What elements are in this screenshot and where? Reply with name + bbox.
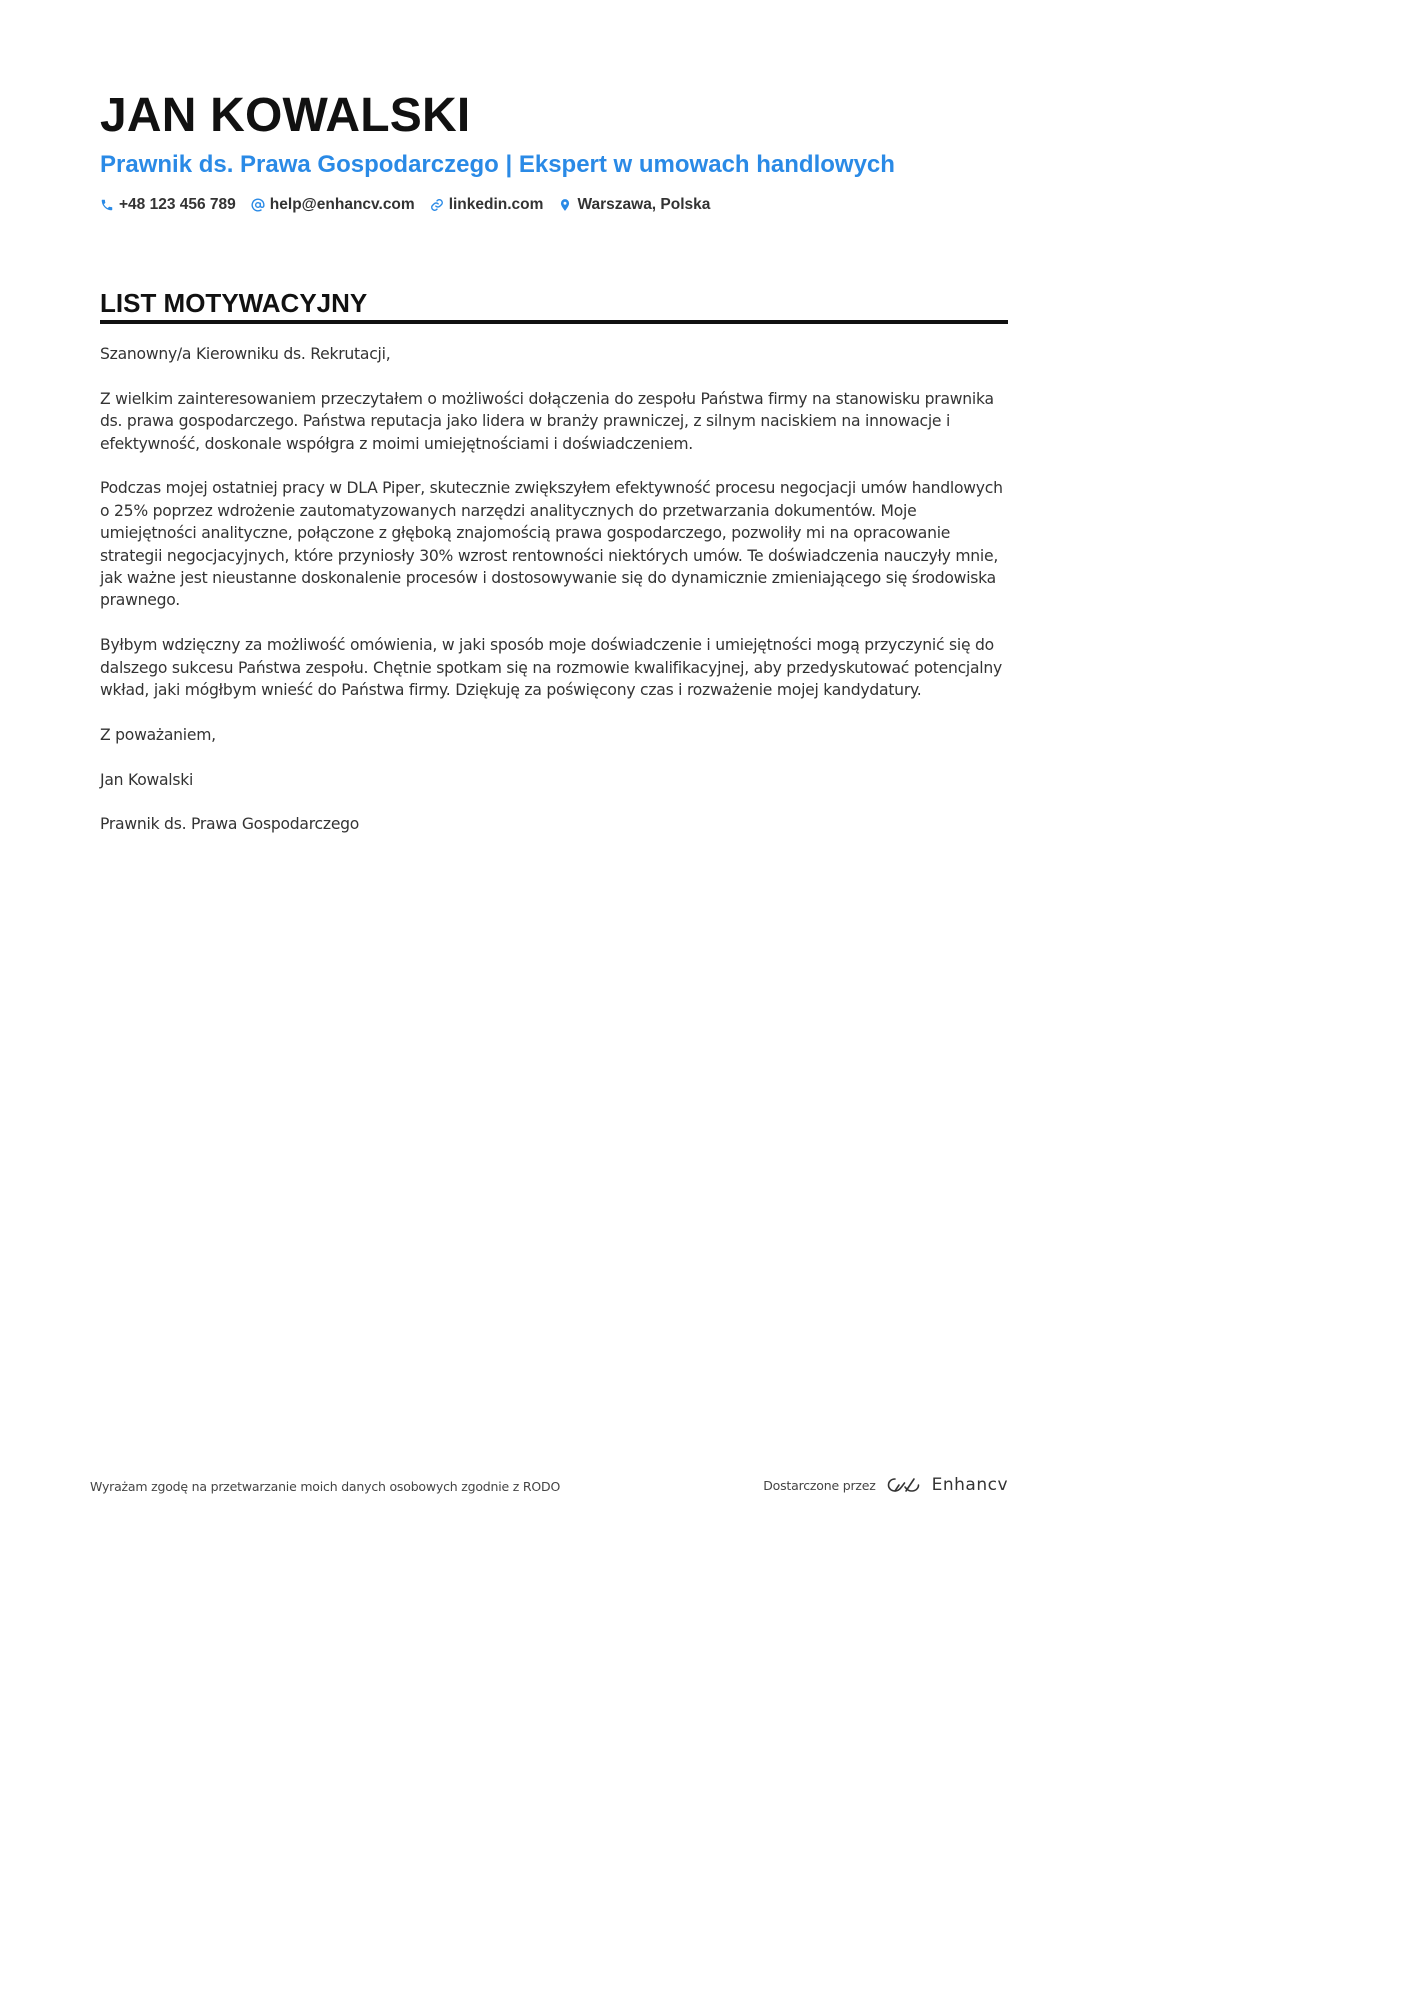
contact-phone [100,196,236,214]
link-icon [430,198,444,212]
letter-body [100,343,1010,858]
contact-linkedin[interactable] [430,196,544,214]
contact-phone-text: +48 123 456 789 [119,196,236,213]
contact-location [558,196,710,214]
header [100,88,1008,214]
candidate-name: JAN KOWALSKI [100,89,471,142]
section-divider [100,320,1008,324]
enhancv-logo-text: Enhancv [931,1475,1008,1495]
letter-closing: Z poważaniem, [100,725,216,744]
letter-paragraph-3: Byłbym wdzięczny za możliwość omówienia, w jaki sposób moje doświadczenie i umiejętności mogą przyczynić się do dalszego sukcesu Państwa zespołu. Chętnie spotkam się na rozmowie kwalifikacyjnej, aby przedyskutować potencjalny wkład, jaki mógłbym wnieść do Państwa firmy. Dziękuję za poświęcony czas i rozważenie mojej kandydatury. [100,636,1003,700]
contact-email[interactable] [251,196,415,214]
letter-greeting: Szanowny/a Kierowniku ds. Rekrutacji, [100,345,391,363]
contact-linkedin-text: linkedin.com [448,196,544,213]
gdpr-consent-note: Wyrażam zgodę na przetwarzanie moich danych osobowych zgodnie z RODO [90,1479,561,1494]
letter-paragraph-2: Podczas mojej ostatniej pracy w DLA Piper, skutecznie zwiększyłem efektywność procesu negocjacji umów handlowych o 25% poprzez wdrożenie zautomatyzowanych narzędzi analitycznych do przetwarzania dokumentów. Moje umiejętności analityczne, połączone z głęboką znajomością prawa gospodarczego, pozwoliły mi na opracowanie strategii negocjacyjnych, które przyniosły 30% wzrost rentowności niektórych umów. Te doświadczenia nauczyły mnie, jak ważne jest nieustanne doskonalenie procesów i dostosowywanie się do dynamicznie zmieniającego się środowiska prawnego. [100,479,1003,610]
contact-location-text: Warszawa, Polska [577,196,711,213]
candidate-title: Prawnik ds. Prawa Gospodarczego | Ekspert w umowach handlowych [100,151,895,178]
at-icon [251,198,265,212]
phone-icon [100,198,114,212]
enhancv-logo-icon [886,1474,922,1496]
signature-name: Jan Kowalski [100,770,194,789]
signature-title: Prawnik ds. Prawa Gospodarczego [100,815,360,834]
contact-email-text: help@enhancv.com [269,196,415,213]
contact-bar [100,196,1008,214]
location-pin-icon [558,198,572,212]
letter-paragraph-1: Z wielkim zainteresowaniem przeczytałem o możliwości dołączenia do zespołu Państwa firmy na stanowisku prawnika ds. prawa gospodarczego. Państwa reputacja jako lidera w branży prawniczej, z silnym naciskiem na innowacje i efektywność, doskonale współgra z moimi umiejętnościami i doświadczeniem. [100,389,994,453]
section-title: LIST MOTYWACYJNY [100,288,368,318]
provided-by-label: Dostarczone przez [763,1477,876,1493]
footer-branding[interactable] [763,1474,1008,1496]
